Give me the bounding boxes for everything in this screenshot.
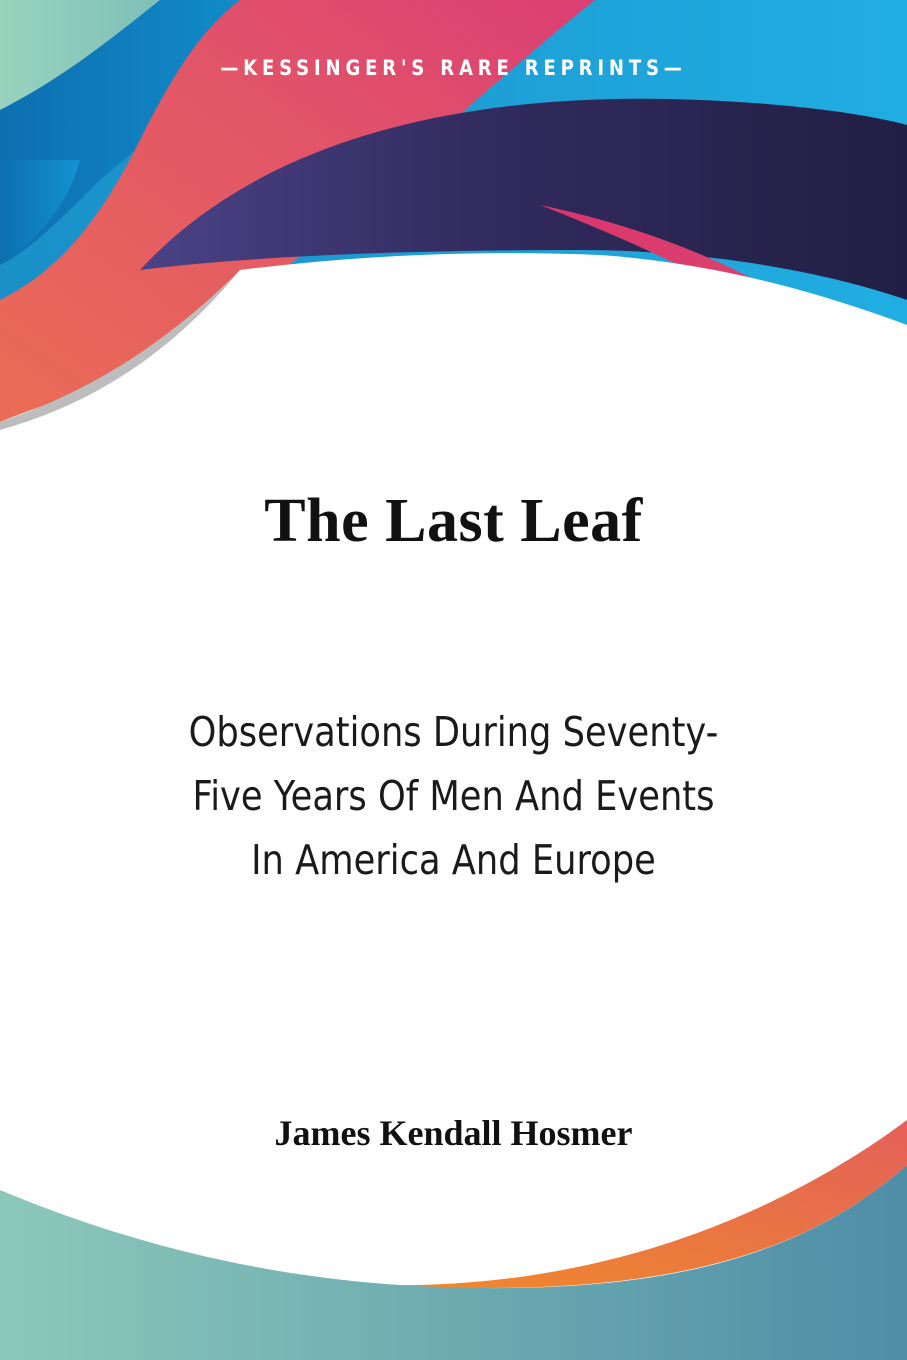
book-title: The Last Leaf — [264, 487, 643, 555]
subtitle-line-2: Five Years Of Men And Events — [192, 772, 715, 820]
subtitle-line-3: In America And Europe — [251, 836, 656, 884]
book-subtitle — [141, 700, 766, 892]
series-label: —KESSINGER'S RARE REPRINTS— — [220, 56, 687, 80]
book-author: James Kendall Hosmer — [274, 1113, 633, 1153]
subtitle-line-1: Observations During Seventy- — [188, 708, 719, 756]
